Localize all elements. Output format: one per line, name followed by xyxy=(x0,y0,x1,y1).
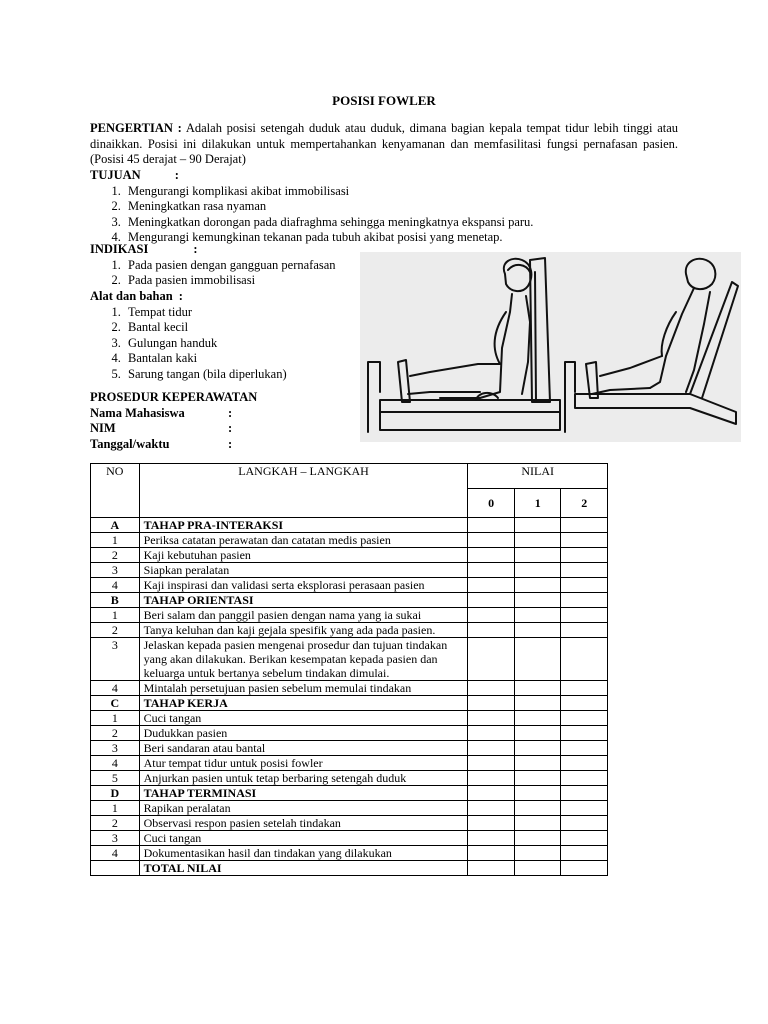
list-item: 4. Mengurangi kemungkinan tekanan pada tubuh akibat posisi yang menetap. xyxy=(124,230,690,246)
step-number: 1 xyxy=(91,533,140,548)
step-text: Periksa catatan perawatan dan catatan medis pasien xyxy=(139,533,468,548)
table-row xyxy=(91,771,608,786)
score-cell-2[interactable] xyxy=(561,638,608,681)
step-text: TOTAL NILAI xyxy=(139,861,468,876)
field-nama-mahasiswa xyxy=(90,406,350,422)
step-number: 4 xyxy=(91,756,140,771)
step-text: TAHAP PRA-INTERAKSI xyxy=(139,518,468,533)
score-cell-1[interactable] xyxy=(514,681,561,696)
score-cell-2[interactable] xyxy=(561,593,608,608)
step-number: 3 xyxy=(91,638,140,681)
score-cell-0[interactable] xyxy=(468,801,515,816)
step-text: Cuci tangan xyxy=(139,831,468,846)
table-row xyxy=(91,711,608,726)
score-cell-0[interactable] xyxy=(468,638,515,681)
table-header-row xyxy=(91,464,608,489)
list-item: 1. Tempat tidur xyxy=(124,305,360,321)
score-cell-2[interactable] xyxy=(561,548,608,563)
alat-list xyxy=(90,305,360,383)
score-cell-2[interactable] xyxy=(561,816,608,831)
step-text: Dokumentasikan hasil dan tindakan yang dilakukan xyxy=(139,846,468,861)
step-text: TAHAP ORIENTASI xyxy=(139,593,468,608)
step-text: Atur tempat tidur untuk posisi fowler xyxy=(139,756,468,771)
table-section-row xyxy=(91,518,608,533)
step-text: Siapkan peralatan xyxy=(139,563,468,578)
list-item: 5. Sarung tangan (bila diperlukan) xyxy=(124,367,360,383)
score-cell-0[interactable] xyxy=(468,786,515,801)
step-number: C xyxy=(91,696,140,711)
field-label: NIM xyxy=(90,421,116,435)
score-cell-2[interactable] xyxy=(561,726,608,741)
col-header-no: NO xyxy=(91,464,140,518)
score-cell-0[interactable] xyxy=(468,846,515,861)
table-row xyxy=(91,563,608,578)
step-number: 1 xyxy=(91,711,140,726)
score-cell-1[interactable] xyxy=(514,518,561,533)
tujuan-colon: : xyxy=(174,168,179,182)
score-cell-0[interactable] xyxy=(468,563,515,578)
table-section-row xyxy=(91,696,608,711)
step-number: 3 xyxy=(91,831,140,846)
pengertian-label: PENGERTIAN : xyxy=(90,121,182,135)
indikasi-section xyxy=(90,242,360,289)
indikasi-colon: : xyxy=(193,242,198,256)
score-cell-1[interactable] xyxy=(514,846,561,861)
table-row xyxy=(91,533,608,548)
step-text: Beri sandaran atau bantal xyxy=(139,741,468,756)
table-section-row xyxy=(91,786,608,801)
score-cell-2[interactable] xyxy=(561,801,608,816)
alat-colon: : xyxy=(178,289,183,303)
score-cell-1[interactable] xyxy=(514,861,561,876)
step-number: 2 xyxy=(91,726,140,741)
step-text: Dudukkan pasien xyxy=(139,726,468,741)
score-cell-0[interactable] xyxy=(468,696,515,711)
score-cell-0[interactable] xyxy=(468,548,515,563)
score-cell-1[interactable] xyxy=(514,696,561,711)
score-cell-0[interactable] xyxy=(468,623,515,638)
prosedur-title: PROSEDUR KEPERAWATAN xyxy=(90,390,258,404)
step-number: 4 xyxy=(91,578,140,593)
score-cell-1[interactable] xyxy=(514,593,561,608)
step-number xyxy=(91,861,140,876)
score-cell-0[interactable] xyxy=(468,771,515,786)
step-text: Mintalah persetujuan pasien sebelum memulai tindakan xyxy=(139,681,468,696)
score-cell-2[interactable] xyxy=(561,741,608,756)
score-cell-0[interactable] xyxy=(468,608,515,623)
step-number: 4 xyxy=(91,681,140,696)
score-cell-0[interactable] xyxy=(468,681,515,696)
step-number: 3 xyxy=(91,741,140,756)
score-cell-2[interactable] xyxy=(561,771,608,786)
step-text: Kaji inspirasi dan validasi serta eksplorasi perasaan pasien xyxy=(139,578,468,593)
score-cell-2[interactable] xyxy=(561,608,608,623)
table-row xyxy=(91,608,608,623)
step-text: Kaji kebutuhan pasien xyxy=(139,548,468,563)
tujuan-section xyxy=(90,168,690,246)
score-cell-0[interactable] xyxy=(468,831,515,846)
field-label: Tanggal/waktu xyxy=(90,436,170,451)
field-label: Nama Mahasiswa xyxy=(90,405,185,420)
table-row xyxy=(91,548,608,563)
step-number: B xyxy=(91,593,140,608)
pengertian-text: Adalah posisi setengah duduk atau duduk, dimana bagian kepala tempat tidur lebih tinggi atau dinaikkan. Posisi ini dilakukan untuk mempertahankan kenyamanan dan memfasilitasi fungsi pernafasan pasien. (Posisi 45 derajat – 90 Derajat) xyxy=(90,121,679,166)
alat-section xyxy=(90,289,360,382)
score-cell-0[interactable] xyxy=(468,741,515,756)
list-item: 1. Pada pasien dengan gangguan pernafasan xyxy=(124,258,360,274)
score-cell-1[interactable] xyxy=(514,711,561,726)
score-cell-2[interactable] xyxy=(561,861,608,876)
step-number: 1 xyxy=(91,608,140,623)
step-text: TAHAP KERJA xyxy=(139,696,468,711)
field-colon: : xyxy=(228,405,233,420)
field-tanggal-waktu xyxy=(90,437,350,453)
step-number: 5 xyxy=(91,771,140,786)
table-section-row xyxy=(91,593,608,608)
tujuan-list xyxy=(90,184,690,246)
table-row xyxy=(91,681,608,696)
score-cell-2[interactable] xyxy=(561,578,608,593)
score-cell-2[interactable] xyxy=(561,846,608,861)
step-number: A xyxy=(91,518,140,533)
procedure-table xyxy=(90,463,608,876)
score-cell-1[interactable] xyxy=(514,533,561,548)
score-cell-1[interactable] xyxy=(514,741,561,756)
score-cell-1[interactable] xyxy=(514,786,561,801)
score-cell-2[interactable] xyxy=(561,696,608,711)
fowler-illustration-svg xyxy=(360,252,741,442)
score-cell-0[interactable] xyxy=(468,518,515,533)
step-number: D xyxy=(91,786,140,801)
step-text: Tanya keluhan dan kaji gejala spesifik yang ada pada pasien. xyxy=(139,623,468,638)
prosedur-section xyxy=(90,390,350,452)
score-cell-1[interactable] xyxy=(514,816,561,831)
score-cell-0[interactable] xyxy=(468,726,515,741)
field-colon: : xyxy=(228,436,233,451)
score-cell-1[interactable] xyxy=(514,608,561,623)
indikasi-label: INDIKASI xyxy=(90,242,149,256)
step-text: Cuci tangan xyxy=(139,711,468,726)
score-cell-2[interactable] xyxy=(561,831,608,846)
table-row xyxy=(91,831,608,846)
step-number: 2 xyxy=(91,548,140,563)
score-cell-1[interactable] xyxy=(514,756,561,771)
fowler-position-illustration xyxy=(360,252,741,442)
fowler-90-figure xyxy=(368,258,560,432)
step-text: Beri salam dan panggil pasien dengan nama yang ia sukai xyxy=(139,608,468,623)
list-item: 2. Pada pasien immobilisasi xyxy=(124,273,360,289)
score-cell-2[interactable] xyxy=(561,711,608,726)
field-nim xyxy=(90,421,350,437)
score-cell-0[interactable] xyxy=(468,861,515,876)
score-cell-2[interactable] xyxy=(561,563,608,578)
score-cell-0[interactable] xyxy=(468,578,515,593)
list-item: 2. Meningkatkan rasa nyaman xyxy=(124,199,690,215)
step-text: Jelaskan kepada pasien mengenai prosedur dan tujuan tindakan yang akan dilakukan. Berikan kesempatan kepada pasien dan keluarga untuk bertanya sebelum tindakan dimulai. xyxy=(139,638,468,681)
score-header-2: 2 xyxy=(561,489,608,518)
score-cell-0[interactable] xyxy=(468,711,515,726)
list-item: 1. Mengurangi komplikasi akibat immobilisasi xyxy=(124,184,690,200)
table-row xyxy=(91,623,608,638)
table-row xyxy=(91,726,608,741)
score-cell-2[interactable] xyxy=(561,786,608,801)
score-cell-0[interactable] xyxy=(468,816,515,831)
score-cell-1[interactable] xyxy=(514,801,561,816)
tujuan-label: TUJUAN xyxy=(90,168,141,182)
table-row xyxy=(91,578,608,593)
step-text: Observasi respon pasien setelah tindakan xyxy=(139,816,468,831)
page-title: POSISI FOWLER xyxy=(332,93,436,108)
list-item: 2. Bantal kecil xyxy=(124,320,360,336)
score-header-1: 1 xyxy=(514,489,561,518)
table-row xyxy=(91,638,608,681)
table-row xyxy=(91,801,608,816)
score-cell-2[interactable] xyxy=(561,681,608,696)
table-row xyxy=(91,816,608,831)
table-row xyxy=(91,846,608,861)
alat-label: Alat dan bahan xyxy=(90,289,173,303)
score-cell-1[interactable] xyxy=(514,623,561,638)
step-number: 2 xyxy=(91,623,140,638)
table-row xyxy=(91,756,608,771)
score-cell-0[interactable] xyxy=(468,533,515,548)
score-cell-0[interactable] xyxy=(468,756,515,771)
table-section-row xyxy=(91,861,608,876)
score-cell-2[interactable] xyxy=(561,623,608,638)
score-cell-1[interactable] xyxy=(514,638,561,681)
table-row xyxy=(91,741,608,756)
step-text: TAHAP TERMINASI xyxy=(139,786,468,801)
score-cell-0[interactable] xyxy=(468,593,515,608)
list-item: 4. Bantalan kaki xyxy=(124,351,360,367)
list-item: 3. Gulungan handuk xyxy=(124,336,360,352)
step-text: Rapikan peralatan xyxy=(139,801,468,816)
score-cell-1[interactable] xyxy=(514,548,561,563)
step-number: 1 xyxy=(91,801,140,816)
score-cell-1[interactable] xyxy=(514,831,561,846)
list-item: 3. Meningkatkan dorongan pada diafraghma sehingga meningkatnya ekspansi paru. xyxy=(124,215,690,231)
step-text: Anjurkan pasien untuk tetap berbaring setengah duduk xyxy=(139,771,468,786)
score-cell-1[interactable] xyxy=(514,726,561,741)
step-number: 3 xyxy=(91,563,140,578)
score-header-0: 0 xyxy=(468,489,515,518)
col-header-langkah: LANGKAH – LANGKAH xyxy=(139,464,468,518)
score-cell-1[interactable] xyxy=(514,578,561,593)
score-cell-2[interactable] xyxy=(561,518,608,533)
score-cell-1[interactable] xyxy=(514,771,561,786)
fowler-45-figure xyxy=(565,259,738,432)
score-cell-2[interactable] xyxy=(561,756,608,771)
indikasi-list xyxy=(90,258,360,289)
score-cell-1[interactable] xyxy=(514,563,561,578)
step-number: 4 xyxy=(91,846,140,861)
score-cell-2[interactable] xyxy=(561,533,608,548)
field-colon: : xyxy=(228,421,233,435)
step-number: 2 xyxy=(91,816,140,831)
col-header-nilai: NILAI xyxy=(468,464,608,489)
pengertian-paragraph xyxy=(90,121,678,168)
